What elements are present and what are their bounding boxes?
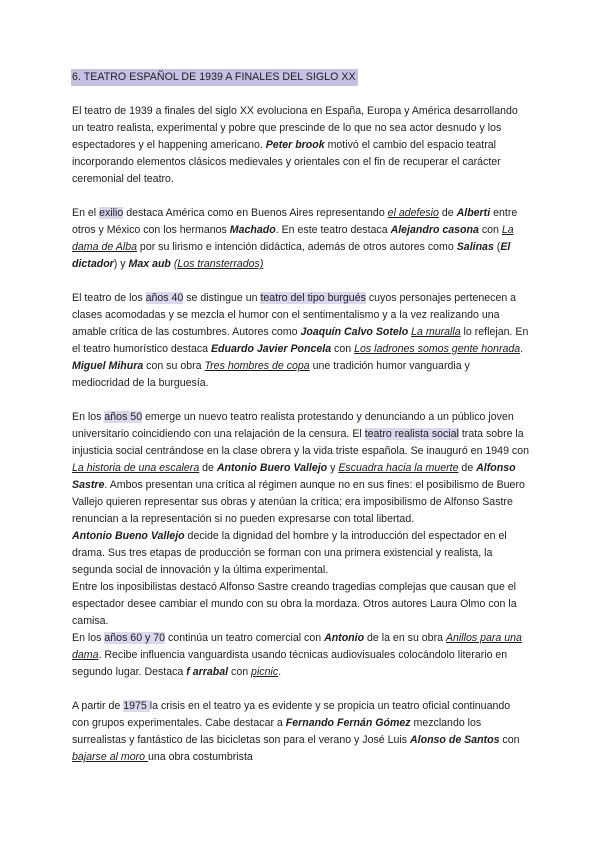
- author-name: Alfonso Sastre: [72, 462, 516, 491]
- work-title: Anillos para una dama: [72, 632, 522, 661]
- paragraph-buero-vallejo: Antonio Bueno Vallejo decide la dignidad del hombre y la introducción del espectador en el drama. Sus tres etapas de producción se forman con una primera existencial y realista, la segunda social de innovación y la última experimental.: [72, 530, 507, 576]
- work-title: Tres hombres de copa: [204, 360, 310, 372]
- work-title: bajarse al moro: [72, 751, 148, 763]
- work-title: La historia de una escalera: [72, 462, 200, 474]
- author-name: Miguel Mihura: [72, 360, 144, 372]
- author-name: Alejandro casona: [390, 224, 479, 236]
- work-title: Los ladrones somos gente honrada: [354, 343, 521, 355]
- author-name: Fernando Fernán Gómez: [285, 717, 411, 729]
- paragraph-anos-50: En los años 50 emerge un nuevo teatro realista protestando y denunciando a un público joven universitario coincidiendo con una relajación de la censura. El teatro realista social trata sobre la injusticia social centrándose en la clase obrera y la vida triste española. Se inauguró en 1949 con La historia de una escalera de Antonio Buero Vallejo y Escuadra hacia la muerte de Alfonso Sastre. Ambos presentan una crítica al régimen aunque no en sus fines: el posibilismo de Buero Vallejo quieren representar sus obras y atenúan la crítica; era imposibilismo de Alfonso Sastre renuncian a la representación si no pueden expresarse con total libertad.: [72, 411, 529, 525]
- paragraph-anos-60-70: En los años 60 y 70 continúa un teatro comercial con Antonio de la en su obra Anillos para una dama. Recibe influencia vanguardista usando técnicas audiovisuales colocándolo literario en segundo lugar. Destaca f arrabal con picnic.: [72, 632, 522, 678]
- author-name: Eduardo Javier Poncela: [210, 343, 332, 355]
- highlighted-term: exilio: [99, 207, 124, 219]
- paragraph-exilio: En el exilio destaca América como en Buenos Aires representando el adefesio de Alberti entre otros y México con los hermanos Machado. En este teatro destaca Alejandro casona con La dama de Alba por su lirismo e intención didáctica, además de otros autores como Salinas (El dictador) y Max aub (Los transterrados): [72, 207, 518, 270]
- author-name: Alberti: [456, 207, 491, 219]
- paragraph-intro: El teatro de 1939 a finales del siglo XX evoluciona en España, Europa y América desarrollando un teatro realista, experimental y pobre que prescinde de lo que no sea actor desnudo y los espectadores y el happening americano. Peter brook motivó el cambio del espacio teatral incorporando elementos clásicos medievales y orientales con el fin de recuperar el carácter ceremonial del teatro.: [72, 105, 518, 185]
- work-title: (Los transterrados): [173, 258, 264, 270]
- author-name: f arrabal: [186, 666, 229, 678]
- work-title: La dama de Alba: [72, 224, 514, 253]
- author-name: Antonio: [324, 632, 365, 644]
- highlighted-term: años 60 y 70: [104, 632, 166, 644]
- work-title: el adefesio: [387, 207, 439, 219]
- highlighted-term: años 40: [145, 292, 184, 304]
- author-name: Antonio Bueno Vallejo: [72, 530, 185, 542]
- work-title: El dictador: [72, 241, 511, 270]
- highlighted-term: 1975: [123, 700, 150, 712]
- highlighted-term: teatro del tipo burgués: [260, 292, 366, 304]
- highlighted-term: teatro realista social: [364, 428, 459, 440]
- author-name: Machado: [229, 224, 276, 236]
- author-name: Salinas: [456, 241, 494, 253]
- work-title: Escuadra hacia la muerte: [338, 462, 459, 474]
- paragraph-anos-40: El teatro de los años 40 se distingue un teatro del tipo burgués cuyos personajes pertenecen a clases acomodadas y se mezcla el humor con el sentimentalismo y a la vez realizando una amable crítica de las costumbres. Autores como Joaquín Calvo Sotelo La muralla lo reflejan. En el teatro humorístico destaca Eduardo Javier Poncela con Los ladrones somos gente honrada. Miguel Mihura con su obra Tres hombres de copa une tradición humor vanguardia y mediocridad de la burguesía.: [72, 292, 529, 389]
- highlighted-term: años 50: [104, 411, 143, 423]
- author-name: Peter brook: [265, 139, 325, 151]
- author-name: Joaquín Calvo Sotelo: [300, 326, 409, 338]
- section-title: 6. TEATRO ESPAÑOL DE 1939 A FINALES DEL SIGLO XX: [71, 69, 358, 86]
- paragraph-1975: A partir de 1975 la crisis en el teatro ya es evidente y se propicia un teatro oficial continuando con grupos experimentales. Cabe destacar a Fernando Fernán Gómez mezclando los surrealistas y fantástico de las bicicletas son para el verano y José Luis Alonso de Santos con bajarse al moro una obra costumbrista: [72, 700, 520, 763]
- work-title: La muralla: [411, 326, 461, 338]
- author-name: Antonio Buero Vallejo: [216, 462, 328, 474]
- work-title: picnic: [251, 666, 279, 678]
- author-name: Max aub: [128, 258, 171, 270]
- paragraph-imposibilistas: Entre los inposibilistas destacó Alfonso Sastre creando tragedias complejas que causan que el espectador desee cambiar el mundo con su obra la mordaza. Otros autores Laura Olmo con la camisa.: [72, 581, 517, 627]
- author-name: Alonso de Santos: [410, 734, 500, 746]
